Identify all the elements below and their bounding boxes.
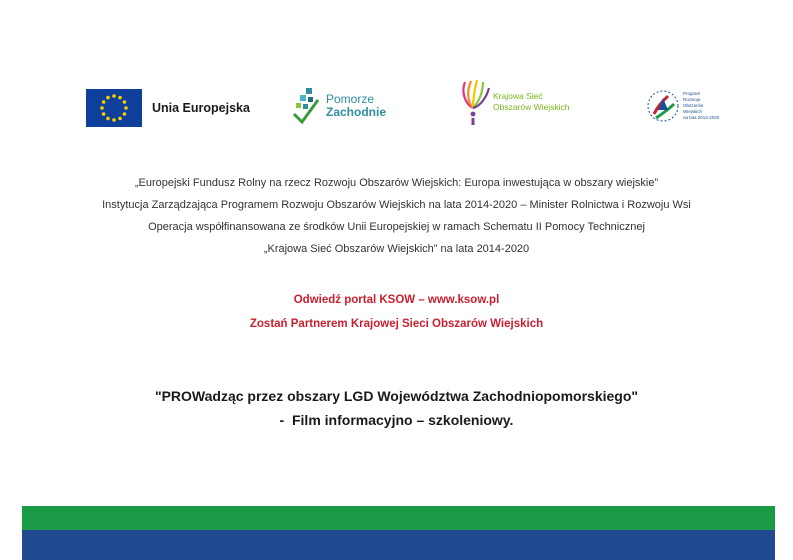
funding-info bbox=[0, 172, 793, 260]
info-line-cofinancing: Operacja współfinansowana ze środków Unii Europejskiej w ramach Schematu II Pomocy Technicznej bbox=[148, 221, 645, 233]
prow-logo bbox=[646, 78, 719, 134]
prow-text bbox=[683, 91, 719, 121]
ksow-line1: Krajowa Sieć bbox=[493, 91, 543, 101]
prow-line: Rozwoju bbox=[683, 97, 701, 102]
prow-line: na lata 2014-2020 bbox=[683, 115, 720, 120]
eu-logo bbox=[86, 80, 250, 136]
ksow-logo bbox=[455, 74, 570, 130]
pomorze-line1: Pomorze bbox=[326, 92, 375, 106]
green-stripe bbox=[22, 506, 775, 530]
info-line-ksow: „Krajowa Sieć Obszarów Wiejskich” na lata 2014-2020 bbox=[263, 243, 530, 255]
ksow-sunflower-icon bbox=[455, 78, 491, 126]
ksow-callouts bbox=[0, 288, 793, 336]
info-line-managing-authority: Instytucja Zarządzająca Programem Rozwoju Obszarów Wiejskich na lata 2014-2020 – Minister Rolnictwa i Rozwoju Wsi bbox=[102, 199, 691, 211]
visit-portal-text: Odwiedź portal KSOW – www.ksow.pl bbox=[293, 294, 500, 306]
pomorze-mark-icon bbox=[292, 86, 322, 126]
film-title-line2: - Film informacyjno – szkoleniowy. bbox=[279, 412, 514, 428]
prow-line: Program bbox=[683, 91, 701, 96]
logo-row bbox=[0, 72, 793, 128]
prow-line: Obszarów bbox=[683, 103, 704, 108]
film-title bbox=[0, 384, 793, 432]
pomorze-line2: Zachodnie bbox=[326, 105, 387, 119]
prow-line: Wiejskich bbox=[683, 109, 703, 114]
info-line-efrrow: „Europejski Fundusz Rolny na rzecz Rozwoju Obszarów Wiejskich: Europa inwestująca w obszary wiejskie” bbox=[134, 177, 659, 189]
blue-stripe bbox=[22, 530, 775, 560]
pomorze-zachodnie-logo bbox=[292, 78, 386, 134]
eu-logo-text: Unia Europejska bbox=[152, 101, 250, 115]
film-title-line1: "PROWadząc przez obszary LGD Województwa Zachodniopomorskiego" bbox=[154, 388, 639, 404]
prow-emblem-icon bbox=[646, 88, 680, 124]
become-partner-text: Zostań Partnerem Krajowej Sieci Obszarów Wiejskich bbox=[249, 318, 544, 330]
ksow-line2: Obszarów Wiejskich bbox=[493, 102, 570, 112]
eu-flag-icon bbox=[86, 89, 142, 127]
